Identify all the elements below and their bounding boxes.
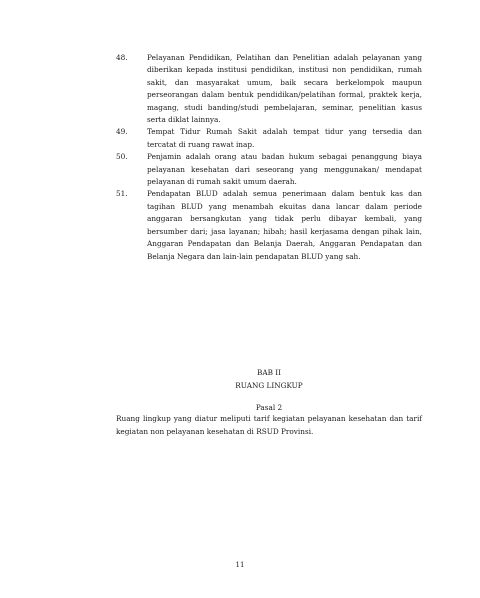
article-heading: Pasal 2 [255,403,283,412]
item-text: Penjamin adalah orang atau badan hukum sebagai penanggung biaya pelayanan kesehatan dari seseorang yang menggunakan/ mendapat pelayanan di rumah sakit umum daerah. [147,152,422,187]
item-number: 49. [116,127,128,137]
list-item [116,151,422,188]
page-number: 11 [235,561,245,569]
item-text: Tempat Tidur Rumah Sakit adalah tempat tidur yang tersedia dan tercatat di ruang rawat inap. [147,127,422,149]
item-number: 48. [116,53,128,62]
item-text: Pelayanan Pendidikan, Pelatihan dan Penelitian adalah pelayanan yang diberikan kepada institusi pendidikan, institusi non pendidikan, rumah sakit, dan masyarakat umum, baik secara berkelompok maupun perseorangan dalam bentuk pendidikan/pelatihan formal, praktek kerja, magang, studi banding/studi pembelajaran, seminar, penelitian kasus serta diklat lainnya. [147,53,422,125]
item-number: 51. [116,189,128,199]
definition-list [116,52,422,263]
item-text: Pendapatan BLUD adalah semua penerimaan dalam bentuk kas dan tagihan BLUD yang menambah ekuitas dana lancar dalam periode anggaran bersangkutan yang tidak perlu dibayar kembali, yang bersumber dari; jasa layanan; hibah; hasil kerjasama dengan pihak lain, Anggaran Pendapatan dan Belanja Daerah, Anggaran Pendapatan dan Belanja Negara dan lain-lain pendapatan BLUD yang sah. [147,189,422,261]
list-item [116,126,422,151]
chapter-number: BAB II [256,368,282,377]
list-item [116,188,422,262]
item-number: 50. [116,152,128,162]
article-paragraph: Ruang lingkup yang diatur meliputi tarif kegiatan pelayanan kesehatan dan tarif kegiatan non pelayanan kesehatan di RSUD Provinsi. [116,414,422,436]
list-item [116,52,422,126]
chapter-title: RUANG LINGKUP [235,381,303,390]
